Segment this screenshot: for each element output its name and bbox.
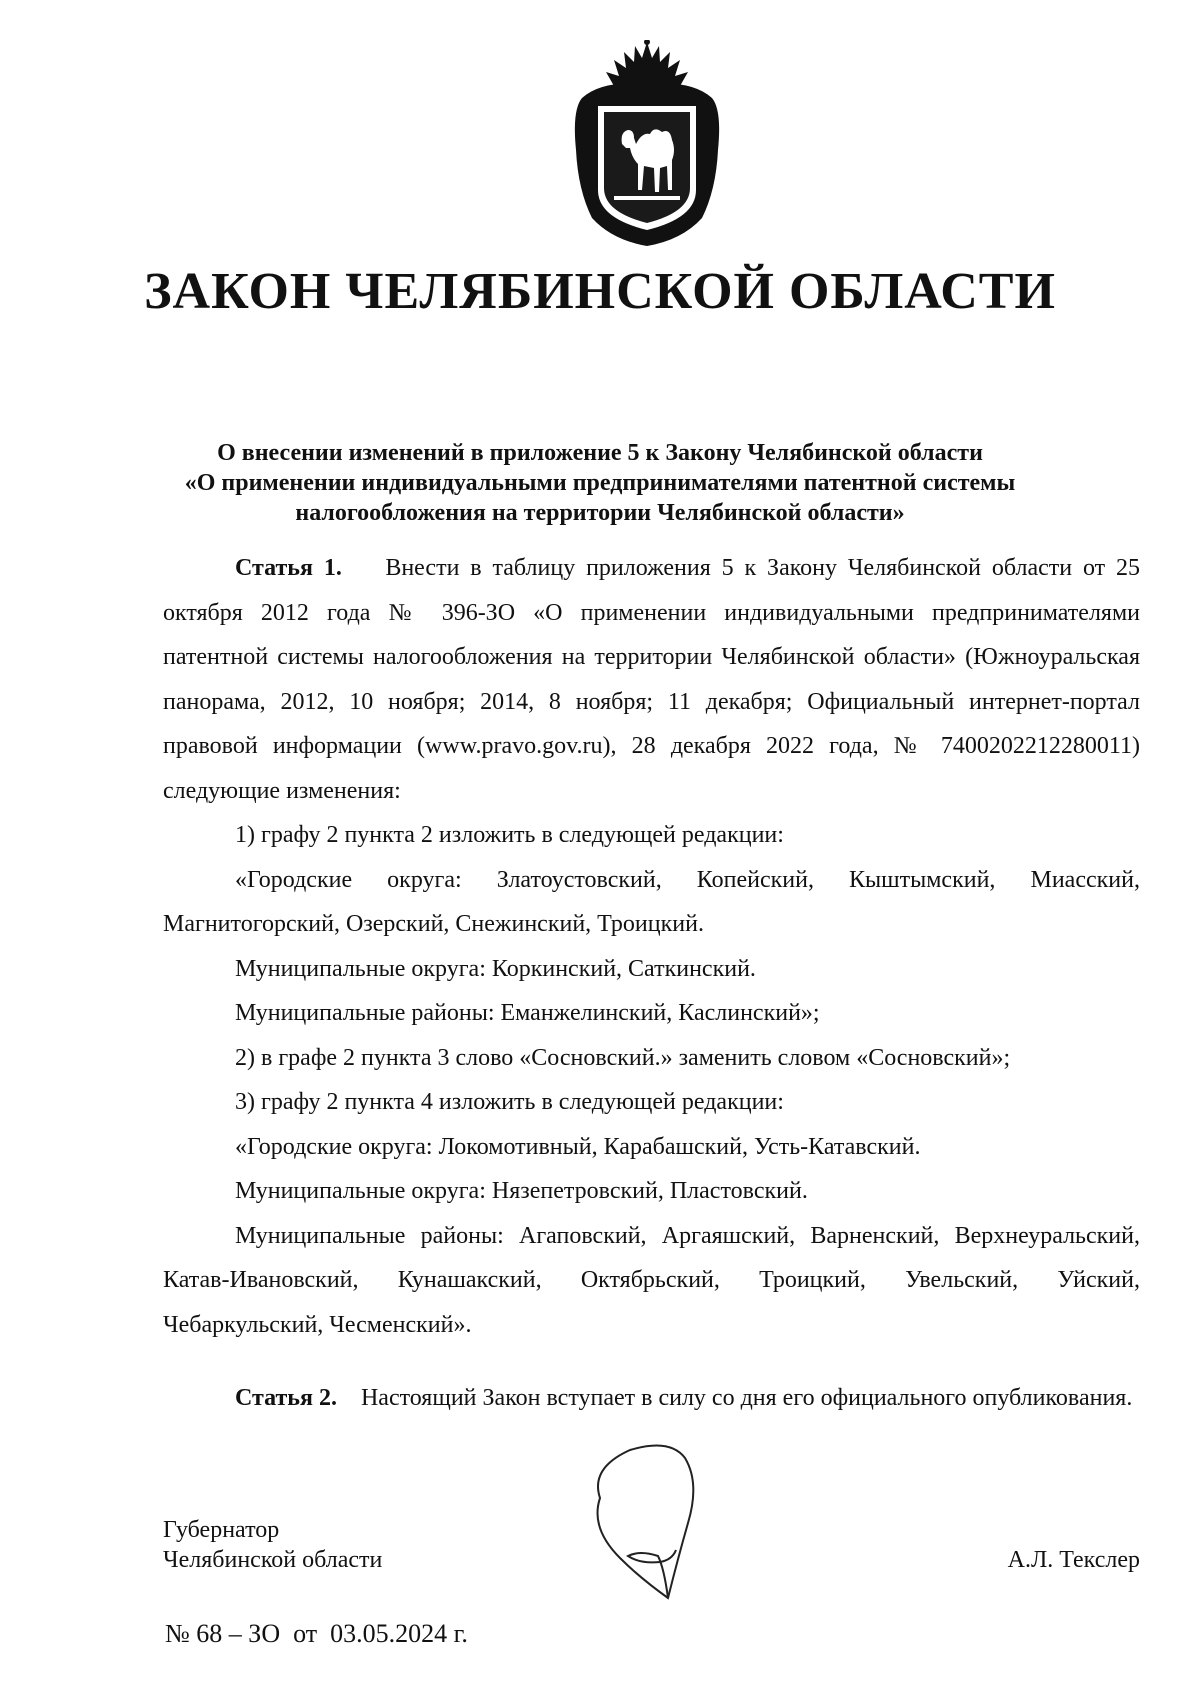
article-2: [163, 1376, 1140, 1421]
article-1-item: «Городские округа: Локомотивный, Карабашский, Усть-Катавский.: [235, 1133, 921, 1160]
signatory-position-line: Губернатор: [163, 1517, 280, 1543]
article-2-paragraph: [163, 1376, 1140, 1421]
article-2-title: Статья 2.: [235, 1385, 337, 1411]
article-1-item: Муниципальные районы: Еманжелинский, Каслинский»;: [235, 1000, 820, 1026]
signatory-position: [163, 1515, 382, 1575]
article-1-item: 1) графу 2 пункта 2 изложить в следующей редакции:: [235, 822, 784, 848]
article-1-lead-paragraph: [163, 546, 1140, 813]
subject-line: налогообложения на территории Челябинской области»: [295, 500, 905, 526]
article-1-lead: Внести в таблицу приложения 5 к Закону Челябинской области от 25 октября 2012 года № 396-ЗО «О применении индивидуальными предпринимателями патентной системы налогообложения на территории Челябинской области» (Южноуральская панорама, 2012, 10 ноября; 2014, 8 ноября; 11 декабря; Официальный интернет-портал правовой информации (www.pravo.gov.ru), 28 декабря 2022 года, № 7400202212280011) следующие изменения:: [163, 555, 1141, 804]
article-2-text: Настоящий Закон вступает в силу со дня его официального опубликования.: [360, 1385, 1133, 1411]
law-title: ЗАКОН ЧЕЛЯБИНСКОЙ ОБЛАСТИ: [144, 263, 1056, 320]
subject-line: «О применении индивидуальными предпринимателями патентной системы: [184, 470, 1016, 496]
article-1-title: Статья 1.: [235, 555, 342, 581]
article-1-item: Муниципальные округа: Нязепетровский, Пластовский.: [235, 1178, 808, 1204]
signature-icon: [560, 1438, 760, 1608]
article-1-item: 3) графу 2 пункта 4 изложить в следующей редакции:: [235, 1089, 784, 1115]
article-1-item: Муниципальные округа: Коркинский, Саткинский.: [235, 955, 756, 982]
law-subject: [150, 438, 1050, 528]
signatory-position-line: Челябинской области: [163, 1547, 383, 1573]
article-1-item: Муниципальные районы: Агаповский, Аргаяшский, Варненский, Верхнеуральский, Катав-Ивановский, Кунашакский, Октябрьский, Троицкий, Увельский, Уйский, Чебаркульский, Чесменский».: [163, 1222, 1140, 1338]
article-1-item: 2) в графе 2 пункта 3 слово «Сосновский.» заменить словом «Сосновский»;: [235, 1044, 1011, 1071]
signatory-name: А.Л. Текслер: [1007, 1547, 1140, 1573]
article-1-item: «Городские округа: Златоустовский, Копейский, Кыштымский, Миасский, Магнитогорский, Озерский, Снежинский, Троицкий.: [163, 866, 1140, 937]
article-1: [163, 546, 1140, 1347]
coat-of-arms-icon: [562, 40, 732, 248]
subject-line: О внесении изменений в приложение 5 к Закону Челябинской области: [217, 440, 983, 466]
document-number: № 68 – ЗО от 03.05.2024 г.: [165, 1619, 468, 1648]
